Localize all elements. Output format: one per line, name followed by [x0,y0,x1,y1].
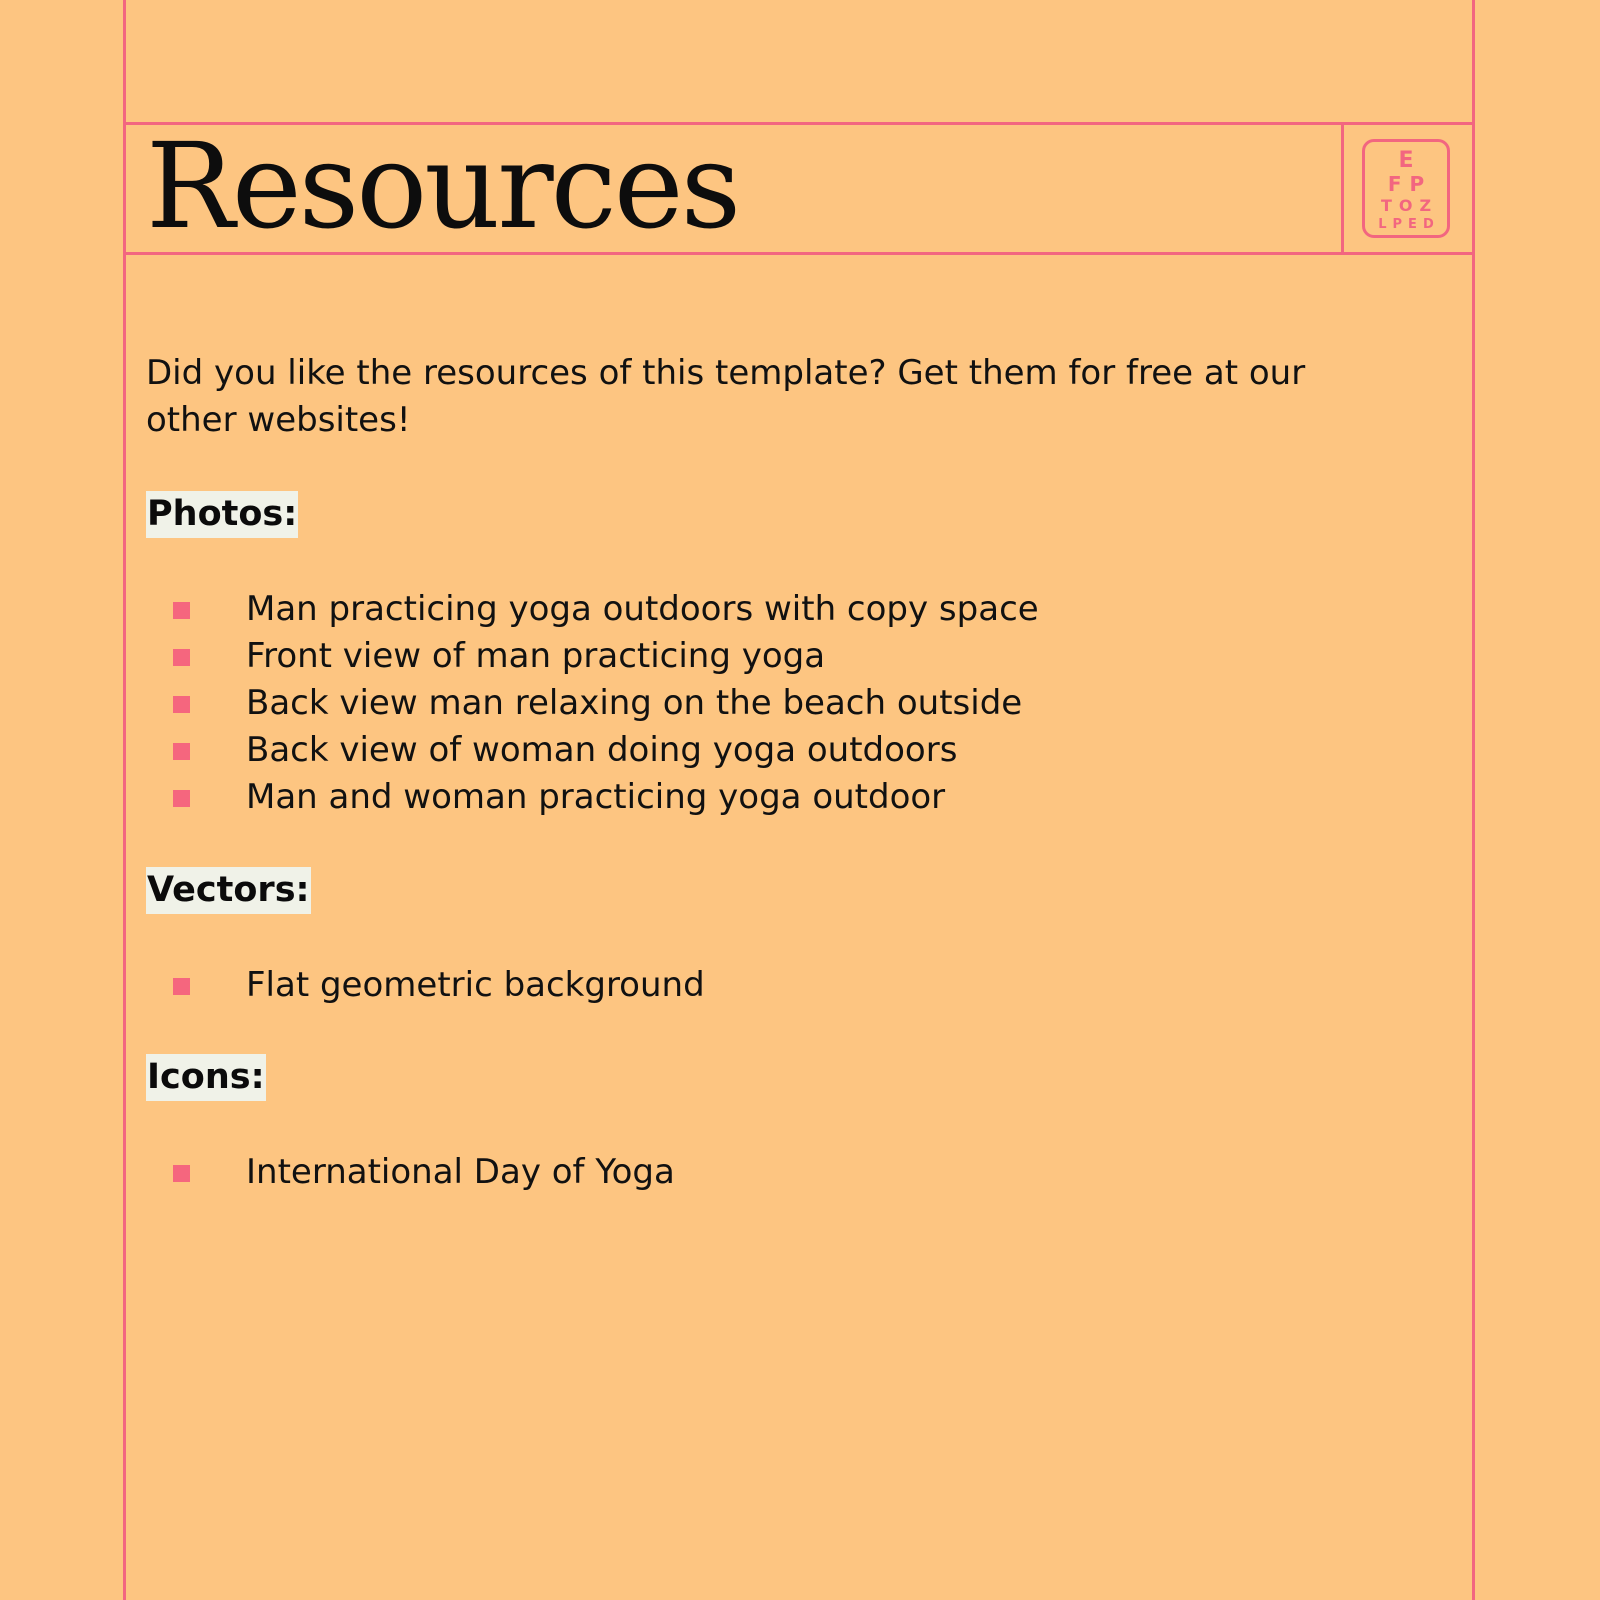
list-item-text[interactable]: Back view of woman doing yoga outdoors [246,730,958,770]
eye-chart-logo [1362,139,1450,238]
square-bullet-icon [173,696,190,713]
list-item-text[interactable]: Man practicing yoga outdoors with copy space [246,589,1039,629]
section-label-photos: Photos: [146,491,298,538]
intro-text: Did you like the resources of this template? Get them for free at our other websites! [146,353,1306,440]
header-logo-divider [1341,122,1344,255]
frame-left-line [123,0,126,1600]
square-bullet-icon [173,743,190,760]
list-item-text[interactable]: Man and woman practicing yoga outdoor [246,777,946,817]
eye-chart-row: E [1398,148,1414,173]
eye-chart-row: LPED [1378,217,1440,232]
square-bullet-icon [173,1165,190,1182]
section-label-vectors: Vectors: [146,867,311,914]
square-bullet-icon [173,978,190,995]
eye-chart-row: FP [1387,172,1433,196]
page-title: Resources [146,117,739,255]
list-item-text[interactable]: Front view of man practicing yoga [246,636,826,676]
list-item-text[interactable]: Back view man relaxing on the beach outside [246,683,1023,723]
section-label-icons: Icons: [146,1054,266,1101]
eye-chart-row: TOZ [1380,196,1439,215]
square-bullet-icon [173,602,190,619]
square-bullet-icon [173,649,190,666]
square-bullet-icon [173,790,190,807]
list-item-text[interactable]: International Day of Yoga [246,1152,675,1192]
list-item-text[interactable]: Flat geometric background [246,965,705,1005]
frame-right-line [1472,0,1475,1600]
